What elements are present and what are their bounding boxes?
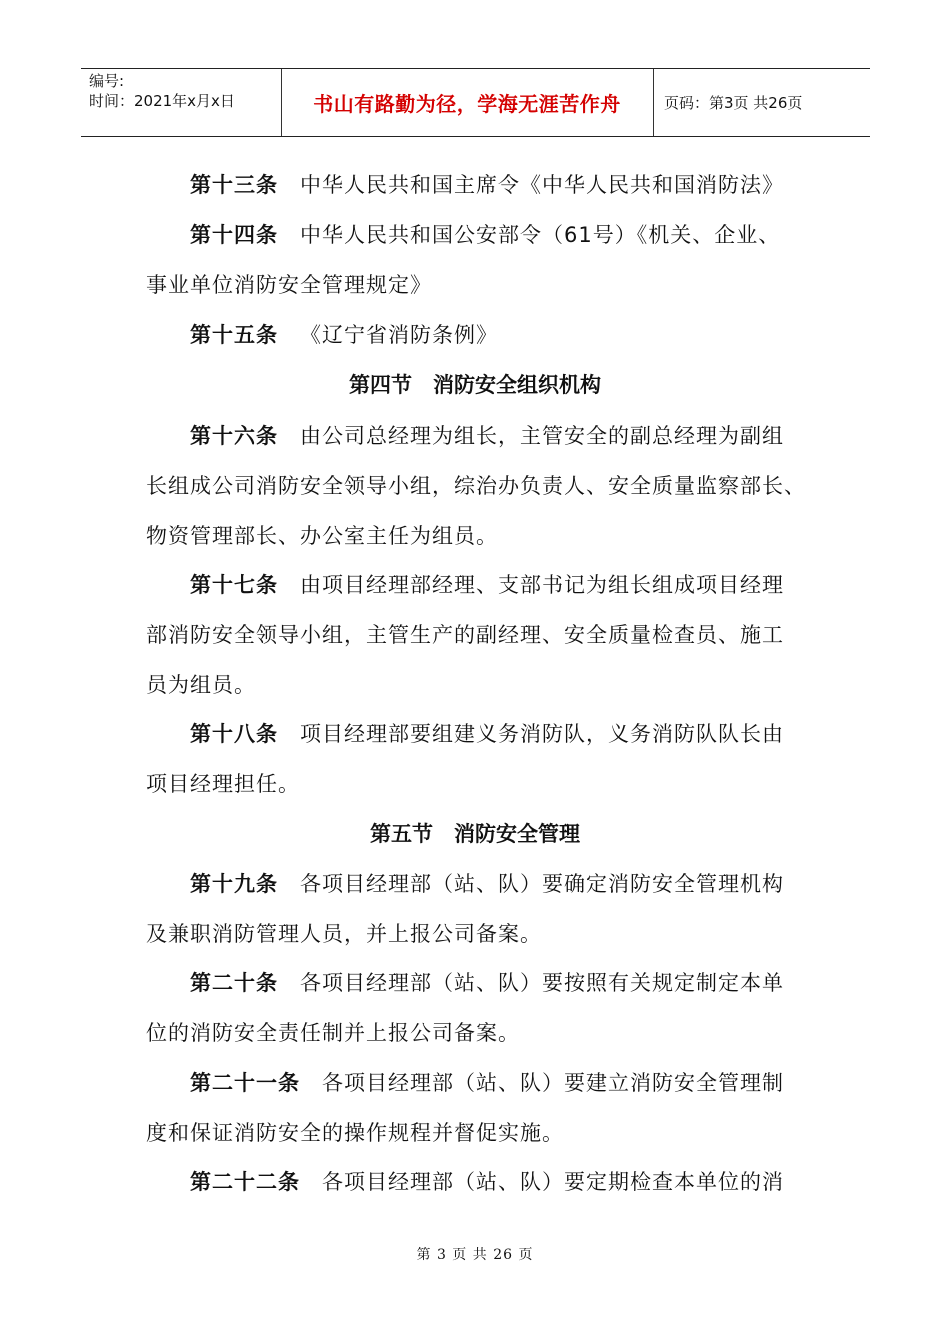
article-22-text: 各项目经理部（站、队）要定期检查本单位的消 <box>322 1170 784 1194</box>
article-14-text: 中华人民共和国公安部令（61号）《机关、企业、 <box>300 223 781 247</box>
article-17-line-3: 员为组员。 <box>146 673 256 697</box>
article-21 <box>190 1068 860 1098</box>
section-5-heading: 第五节 消防安全管理 <box>370 822 580 846</box>
article-19 <box>190 869 860 899</box>
article-21-title: 第二十一条 <box>190 1071 300 1095</box>
header-divider-right <box>653 69 654 136</box>
article-18-text: 项目经理部要组建义务消防队，义务消防队队长由 <box>300 722 784 746</box>
article-17-title: 第十七条 <box>190 573 278 597</box>
header-page-info: 页码：第3页 共26页 <box>664 93 803 112</box>
article-20-line-2: 位的消防安全责任制并上报公司备案。 <box>146 1021 520 1045</box>
document-time: 时间：2021年x月x日 <box>89 92 235 110</box>
article-18 <box>190 719 860 749</box>
article-17-text: 由项目经理部经理、支部书记为组长组成项目经理 <box>300 573 784 597</box>
article-19-line-2: 及兼职消防管理人员，并上报公司备案。 <box>146 922 542 946</box>
header-meta-cell <box>81 69 281 136</box>
header-page-cell <box>664 69 802 136</box>
article-20 <box>190 968 860 998</box>
article-15-text: 《辽宁省消防条例》 <box>300 323 498 347</box>
article-16-line-2: 长组成公司消防安全领导小组，综治办负责人、安全质量监察部长、 <box>146 474 806 498</box>
section-4-heading: 第四节 消防安全组织机构 <box>349 373 601 397</box>
article-19-text: 各项目经理部（站、队）要确定消防安全管理机构 <box>300 872 784 896</box>
article-16 <box>190 421 860 451</box>
article-19-title: 第十九条 <box>190 872 278 896</box>
document-header <box>81 68 870 137</box>
article-17 <box>190 570 860 600</box>
article-18-line-2: 项目经理担任。 <box>146 772 300 796</box>
article-15-title: 第十五条 <box>190 323 278 347</box>
article-14-line-2: 事业单位消防安全管理规定》 <box>146 273 432 297</box>
article-13-text: 中华人民共和国主席令《中华人民共和国消防法》 <box>300 173 784 197</box>
article-13-title: 第十三条 <box>190 173 278 197</box>
article-21-text: 各项目经理部（站、队）要建立消防安全管理制 <box>322 1071 784 1095</box>
article-16-line-3: 物资管理部长、办公室主任为组员。 <box>146 524 498 548</box>
article-21-line-2: 度和保证消防安全的操作规程并督促实施。 <box>146 1121 564 1145</box>
article-15 <box>190 320 860 350</box>
article-22-title: 第二十二条 <box>190 1170 300 1194</box>
document-number: 编号: <box>89 72 125 90</box>
article-22 <box>190 1167 860 1197</box>
article-14-title: 第十四条 <box>190 223 278 247</box>
header-motto-cell <box>281 69 653 136</box>
article-13 <box>190 170 860 200</box>
article-16-text: 由公司总经理为组长，主管安全的副总经理为副组 <box>300 424 784 448</box>
header-motto: 书山有路勤为径，学海无涯苦作舟 <box>313 92 621 116</box>
article-20-title: 第二十条 <box>190 971 278 995</box>
article-17-line-2: 部消防安全领导小组，主管生产的副经理、安全质量检查员、施工 <box>146 623 784 647</box>
article-20-text: 各项目经理部（站、队）要按照有关规定制定本单 <box>300 971 784 995</box>
article-18-title: 第十八条 <box>190 722 278 746</box>
article-14 <box>190 220 860 250</box>
page-footer: 第 3 页 共 26 页 <box>416 1247 534 1263</box>
article-16-title: 第十六条 <box>190 424 278 448</box>
